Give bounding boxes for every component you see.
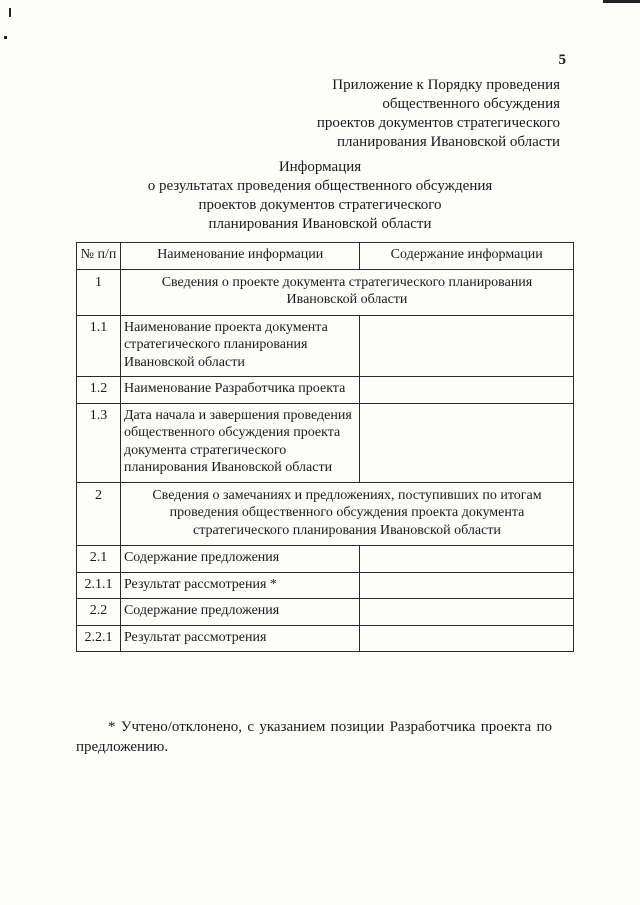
- row-number: 2.2.1: [77, 625, 121, 652]
- table-row: [77, 377, 574, 404]
- section-title: Сведения о проекте документа стратегического планирования Ивановской области: [120, 269, 573, 315]
- row-number: 1: [77, 269, 121, 315]
- scan-speck: [9, 8, 11, 17]
- table-row: [77, 546, 574, 573]
- row-content: [360, 572, 574, 599]
- row-name: Наименование проекта документа стратегического планирования Ивановской области: [120, 315, 360, 377]
- row-number: 1.1: [77, 315, 121, 377]
- row-content: [360, 377, 574, 404]
- title-line: проектов документов стратегического: [198, 197, 442, 213]
- table-row: [77, 625, 574, 652]
- footnote: * Учтено/отклонено, с указанием позиции Разработчика проекта по предложению.: [76, 719, 552, 755]
- title-line: о результатах проведения общественного обсуждения: [147, 178, 493, 194]
- table-header-row: [77, 243, 574, 270]
- row-number: 1.3: [77, 403, 121, 482]
- row-content: [360, 315, 574, 377]
- section-title: Сведения о замечаниях и предложениях, поступивших по итогам проведения общественного обсуждения проекта документа стратегического планирования Ивановской области: [120, 482, 573, 546]
- information-table: [76, 242, 574, 652]
- row-number: 1.2: [77, 377, 121, 404]
- appendix-line: Приложение к Порядку проведения: [332, 77, 560, 93]
- document-title: [0, 158, 640, 234]
- table-row: [77, 572, 574, 599]
- table-row: [77, 403, 574, 482]
- row-number: 2: [77, 482, 121, 546]
- page-number: 5: [558, 52, 566, 68]
- appendix-line: планирования Ивановской области: [337, 134, 560, 150]
- scan-speck: [4, 36, 7, 39]
- table-row: [77, 599, 574, 626]
- title-line: планирования Ивановской области: [208, 216, 432, 232]
- appendix-line: проектов документов стратегического: [316, 115, 560, 131]
- row-number: 2.1: [77, 546, 121, 573]
- row-name: Результат рассмотрения: [120, 625, 360, 652]
- row-content: [360, 599, 574, 626]
- row-content: [360, 403, 574, 482]
- row-content: [360, 546, 574, 573]
- table-row: [77, 315, 574, 377]
- row-name: Результат рассмотрения *: [120, 572, 360, 599]
- section-row: [77, 482, 574, 546]
- header-number: № п/п: [77, 243, 121, 270]
- header-name: Наименование информации: [120, 243, 360, 270]
- row-name: Дата начала и завершения проведения общественного обсуждения проекта документа стратегического планирования Ивановской области: [120, 403, 360, 482]
- row-number: 2.1.1: [77, 572, 121, 599]
- header-content: Содержание информации: [360, 243, 574, 270]
- scan-speck: [603, 0, 640, 3]
- row-name: Содержание предложения: [120, 599, 360, 626]
- appendix-line: общественного обсуждения: [382, 96, 560, 112]
- section-row: [77, 269, 574, 315]
- row-content: [360, 625, 574, 652]
- row-number: 2.2: [77, 599, 121, 626]
- appendix-note: [317, 76, 560, 152]
- title-line: Информация: [278, 159, 362, 175]
- row-name: Наименование Разработчика проекта: [120, 377, 360, 404]
- row-name: Содержание предложения: [120, 546, 360, 573]
